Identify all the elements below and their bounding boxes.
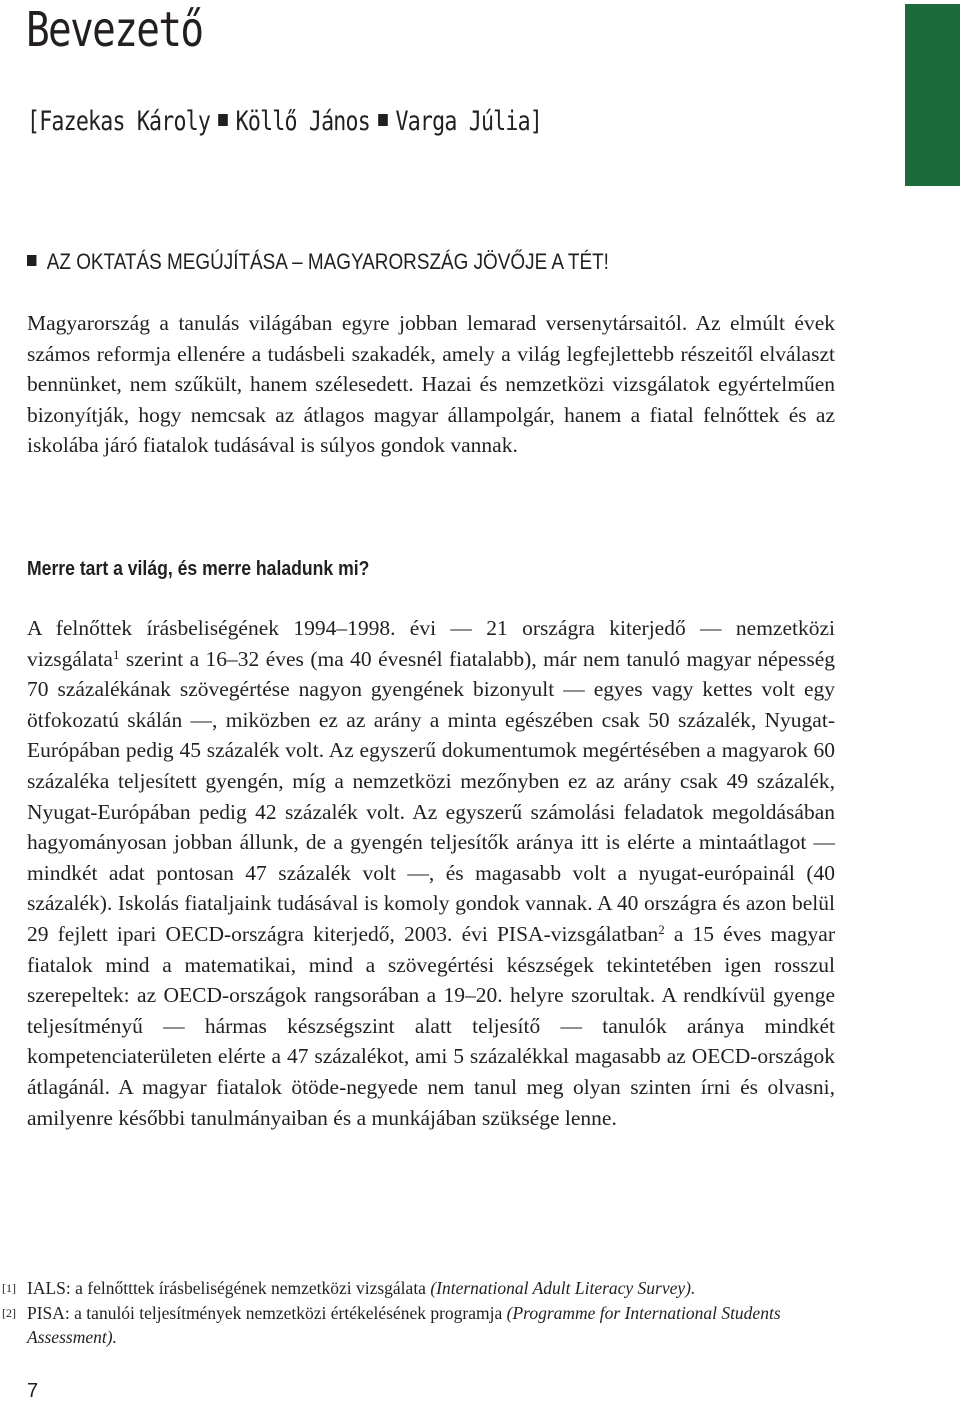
intro-paragraph: Magyarország a tanulás világában egyre jobban lemarad versenytársaitól. Az elmúlt évek számos reformja ellenére a tudásbeli szakadék, amely a világ legfejlettebb részeitől elválaszt bennünket, nem szűkült, hanem szélesedett. Hazai és nemzetközi vizsgálatok egyértelműen bizonyítják, hogy nemcsak az átlagos magyar állampolgár, hanem a fiatal felnőttek és az iskolába járó fiatalok tudásával is súlyos gondok vannak.	[27, 311, 835, 458]
footnote-2	[0, 1301, 840, 1350]
square-bullet-icon	[27, 255, 36, 266]
authors-line: [Fazekas Károly Köllő János Varga Júlia]	[27, 106, 542, 137]
footnote-1	[0, 1276, 840, 1301]
footnote-italic: (International Adult Literacy Survey).	[430, 1278, 696, 1298]
author-3: Varga Júlia	[395, 106, 530, 137]
author-1: Fazekas Károly	[39, 106, 211, 137]
page-number: 7	[27, 1380, 39, 1402]
footnote-number: [1]	[2, 1281, 16, 1295]
chapter-color-tab	[905, 4, 960, 186]
page-title: Bevezető	[26, 2, 203, 58]
footnote-text: PISA: a tanulói teljesítmények nemzetközi értékelésének programja	[27, 1302, 507, 1323]
main-paragraph	[27, 613, 835, 1133]
square-bullet-icon	[218, 114, 228, 126]
footnote-ref-1[interactable]: 1	[112, 646, 120, 662]
author-2: Köllő János	[235, 106, 370, 137]
footnote-number: [2]	[2, 1305, 16, 1320]
footnote-ref-2[interactable]: 2	[658, 921, 665, 937]
main-paragraph-part-2: szerint a 16–32 éves (ma 40 évesnél fiatalabb), már nem tanuló magyar népesség 70 százalékának szövegértése nagyon gyengének bizonyult — egyes vagy kettes volt egy ötfokozatú skálán —, miközben ez az arány a minta egészében csak 50 százalék, Nyugat-Európában pedig 45 százalék volt. Az egyszerű dokumentumok megértésében a magyarok 60 százaléka teljesített gyengén, míg a nemzetközi mezőnyben ez az arány csak 49 százalék, Nyugat-Európában pedig 42 százalék volt. Az egyszerű számolási feladatok megoldásában hagyományosan jobban állunk, de a gyengén teljesítők aránya itt is elérte a mintaátlagot — mindkét adat pontosan 47 százalék volt —, és magasabb volt a nyugat-európainál (40 százalék). Iskolás fiataljaink tudásával is komoly gondok vannak. A 40 országra és azon belül 29 fejlett ipari OECD-országra kiterjedő, 2003. évi PISA-vizsgálatban	[27, 646, 835, 946]
subheading: Merre tart a világ, és merre haladunk mi?	[27, 558, 370, 580]
footnote-text: IALS: a felnőtttek írásbeliségének nemzetközi vizsgálata	[27, 1278, 431, 1298]
section-heading	[27, 248, 609, 276]
main-paragraph-part-3: a 15 éves magyar fiatalok mind a matematikai, mind a szövegértési készségek tekintetében igen rosszul szerepeltek: az OECD-országok rangsorában a 19–20. helyre szorultak. A rendkívül gyenge teljesítményű — hármas készségszint alatt teljesítő — tanulók aránya mindkét kompetenciaterületen elérte a 47 százalékot, ami 5 százalékkal magasabb az OECD-országok átlagánál. A magyar fiatalok ötöde-negyede nem tanul meg olyan szinten írni és olvasni, amilyenre későbbi tanulmányaiban és a munkájában szüksége lenne.	[27, 921, 835, 1130]
section-heading-text: AZ OKTATÁS MEGÚJÍTÁSA – MAGYARORSZÁG JÖVŐJE A TÉT!	[46, 249, 609, 274]
square-bullet-icon	[378, 114, 388, 126]
footnotes	[0, 1276, 840, 1350]
footnote-italic: (Programme for International Students Assessment).	[27, 1302, 781, 1347]
main-paragraph-part-1: A felnőttek írásbeliségének 1994–1998. évi — 21 országra kiterjedő — nemzetközi vizsgálata	[27, 616, 835, 671]
